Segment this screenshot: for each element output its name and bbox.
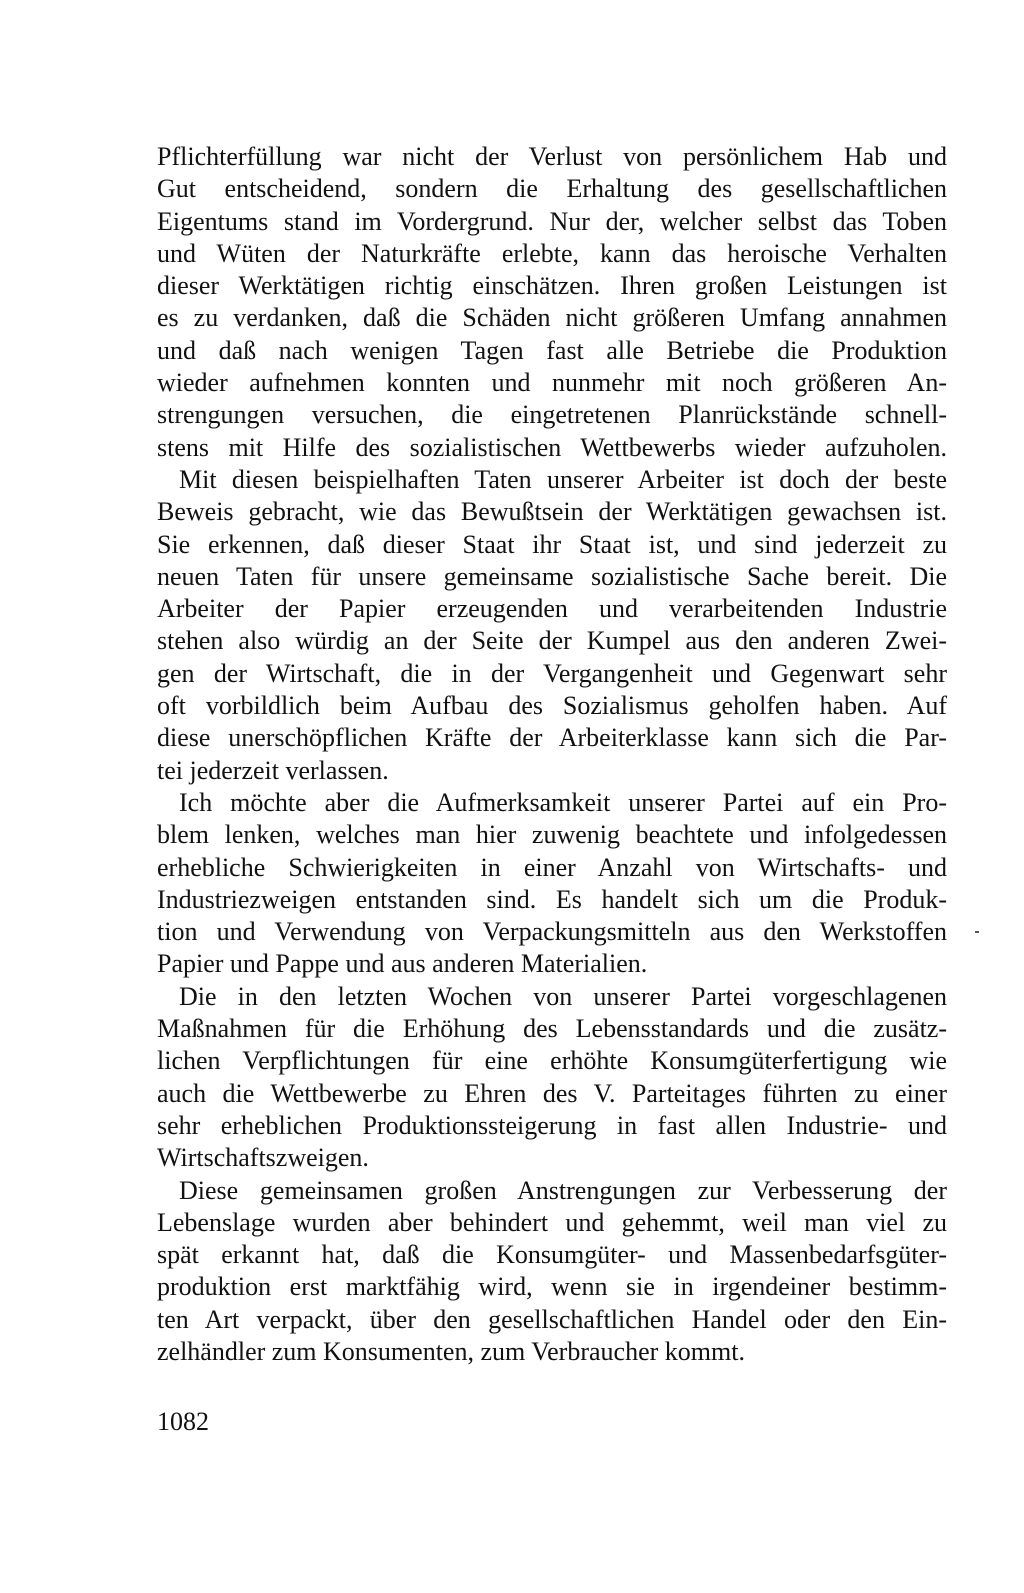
text-line: stens mit Hilfe des sozialistischen Wettbewerbs wieder aufzuholen.	[157, 432, 947, 462]
text-line: tion und Verwendung von Verpackungsmitteln aus den Werkstoffen	[157, 917, 947, 947]
text-line: Die in den letzten Wochen von unserer Partei vorgeschlagenen	[179, 981, 947, 1011]
text-line: neuen Taten für unsere gemeinsame sozialistische Sache bereit. Die	[157, 561, 947, 591]
text-line: produktion erst marktfähig wird, wenn sie in irgendeiner bestimm-	[157, 1272, 947, 1302]
text-line: oft vorbildlich beim Aufbau des Sozialismus geholfen haben. Auf	[157, 691, 947, 721]
body-text	[157, 141, 947, 1368]
text-line: zelhändler zum Konsumenten, zum Verbraucher kommt.	[157, 1336, 745, 1366]
text-line: diese unerschöpflichen Kräfte der Arbeiterklasse kann sich die Par-	[157, 723, 947, 753]
paragraph-2	[157, 464, 947, 787]
page-number: 1082	[157, 1407, 209, 1436]
text-line: ten Art verpackt, über den gesellschaftlichen Handel oder den Ein-	[157, 1304, 947, 1334]
paragraph-5	[157, 1175, 947, 1369]
text-line: Mit diesen beispielhaften Taten unserer Arbeiter ist doch der beste	[179, 464, 947, 494]
paragraph-4	[157, 981, 947, 1175]
text-line: Diese gemeinsamen großen Anstrengungen zur Verbesserung der	[179, 1175, 947, 1205]
text-line: Lebenslage wurden aber behindert und gehemmt, weil man viel zu	[157, 1207, 947, 1237]
text-line: dieser Werktätigen richtig einschätzen. Ihren großen Leistungen ist	[157, 271, 947, 301]
text-line: lichen Verpflichtungen für eine erhöhte Konsumgüterfertigung wie	[157, 1046, 947, 1076]
text-line: Ich möchte aber die Aufmerksamkeit unserer Partei auf ein Pro-	[179, 787, 947, 817]
text-line: Sie erkennen, daß dieser Staat ihr Staat ist, und sind jederzeit zu	[157, 529, 947, 559]
text-line: Maßnahmen für die Erhöhung des Lebensstandards und die zusätz-	[157, 1014, 947, 1044]
text-line: Eigentums stand im Vordergrund. Nur der, welcher selbst das Toben	[157, 206, 947, 236]
text-line: auch die Wettbewerbe zu Ehren des V. Parteitages führten zu einer	[157, 1078, 947, 1108]
print-speck	[975, 931, 979, 933]
text-line: stehen also würdig an der Seite der Kumpel aus den anderen Zwei-	[157, 626, 947, 656]
text-line: Gut entscheidend, sondern die Erhaltung des gesellschaftlichen	[157, 174, 947, 204]
paragraph-1	[157, 141, 947, 464]
text-line: sehr erheblichen Produktionssteigerung in fast allen Industrie- und	[157, 1110, 947, 1140]
text-line: erhebliche Schwierigkeiten in einer Anzahl von Wirtschafts- und	[157, 852, 947, 882]
text-line: Wirtschaftszweigen.	[157, 1143, 369, 1173]
text-line: wieder aufnehmen konnten und nunmehr mit noch größeren An-	[157, 368, 947, 398]
text-line: Pflichterfüllung war nicht der Verlust von persönlichem Hab und	[157, 142, 947, 171]
text-line: und Wüten der Naturkräfte erlebte, kann das heroische Verhalten	[157, 238, 947, 268]
text-line: strengungen versuchen, die eingetretenen Planrückstände schnell-	[157, 400, 947, 430]
text-line: und daß nach wenigen Tagen fast alle Betriebe die Produktion	[157, 335, 947, 365]
text-line: Papier und Pappe und aus anderen Materialien.	[157, 949, 648, 979]
text-line: Arbeiter der Papier erzeugenden und verarbeitenden Industrie	[157, 594, 947, 624]
text-line: blem lenken, welches man hier zuwenig beachtete und infolgedessen	[157, 820, 947, 850]
text-line: gen der Wirtschaft, die in der Vergangenheit und Gegenwart sehr	[157, 658, 947, 688]
text-line: Beweis gebracht, wie das Bewußtsein der Werktätigen gewachsen ist.	[157, 497, 947, 527]
paragraph-3	[157, 787, 947, 981]
text-line: spät erkannt hat, daß die Konsumgüter- und Massenbedarfsgüter-	[157, 1240, 947, 1270]
text-line: Industriezweigen entstanden sind. Es handelt sich um die Produk-	[157, 884, 947, 914]
text-line: tei jederzeit verlassen.	[157, 755, 389, 785]
text-line: es zu verdanken, daß die Schäden nicht größeren Umfang annahmen	[157, 303, 947, 333]
